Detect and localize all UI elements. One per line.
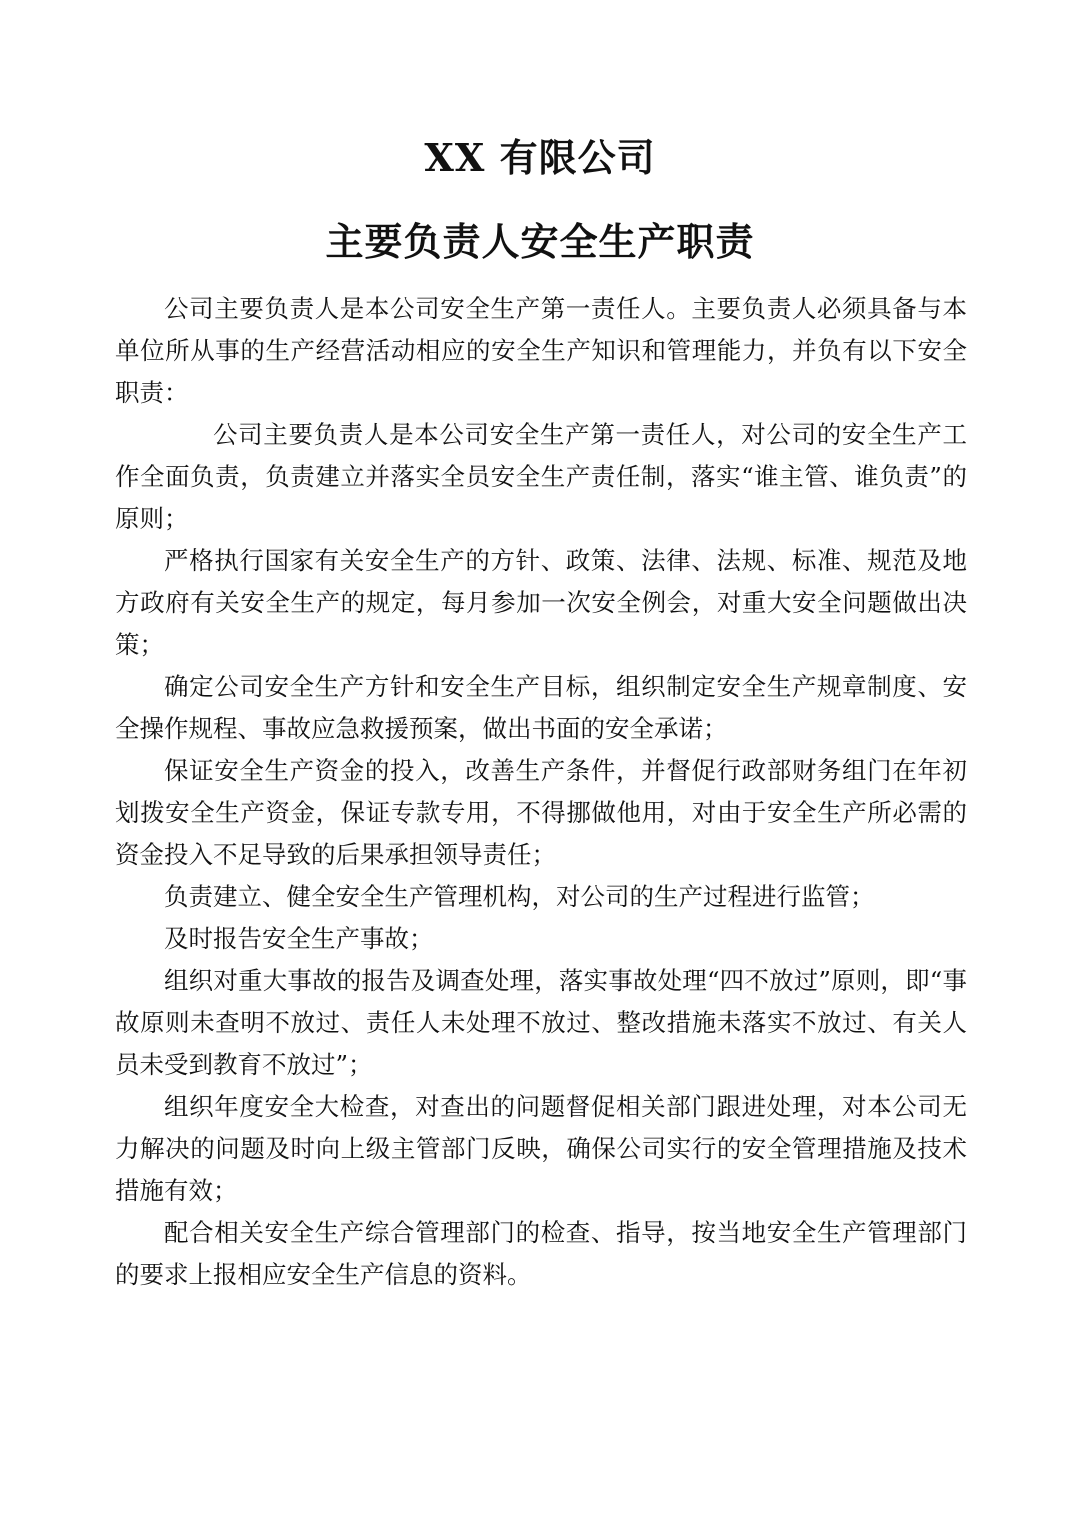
duty-paragraph: 保证安全生产资金的投入，改善生产条件，并督促行政部财务组门在年初划拨安全生产资金，保证专款专用，不得挪做他用，对由于安全生产所必需的资金投入不足导致的后果承担领导责任； <box>115 756 967 869</box>
duty-paragraph: 配合相关安全生产综合管理部门的检查、指导，按当地安全生产管理部门的要求上报相应安全生产信息的资料。 <box>115 1218 967 1289</box>
duty-paragraph: 组织年度安全大检查，对查出的问题督促相关部门跟进处理，对本公司无力解决的问题及时向上级主管部门反映，确保公司实行的安全管理措施及技术措施有效； <box>115 1092 967 1205</box>
intro-paragraph: 公司主要负责人是本公司安全生产第一责任人。主要负责人必须具备与本单位所从事的生产经营活动相应的安全生产知识和管理能力，并负有以下安全职责： <box>115 294 967 407</box>
duty-paragraph: 公司主要负责人是本公司安全生产第一责任人，对公司的安全生产工作全面负责，负责建立并落实全员安全生产责任制，落实“谁主管、谁负责”的原则； <box>115 420 967 533</box>
duty-paragraph: 严格执行国家有关安全生产的方针、政策、法律、法规、标准、规范及地方政府有关安全生产的规定，每月参加一次安全例会，对重大安全问题做出决策； <box>115 546 967 659</box>
company-title: XX 有限公司 <box>424 135 656 180</box>
duty-paragraph: 及时报告安全生产事故； <box>164 924 434 953</box>
document-title: 主要负责人安全生产职责 <box>325 219 755 264</box>
document-body <box>115 288 967 1296</box>
duty-paragraph: 负责建立、健全安全生产管理机构，对公司的生产过程进行监管； <box>164 882 875 911</box>
duty-paragraph: 确定公司安全生产方针和安全生产目标，组织制定安全生产规章制度、安全操作规程、事故应急救援预案，做出书面的安全承诺； <box>115 672 967 743</box>
duty-paragraph: 组织对重大事故的报告及调查处理，落实事故处理“四不放过”原则，即“事故原则未查明不放过、责任人未处理不放过、整改措施未落实不放过、有关人员未受到教育不放过”； <box>115 966 967 1079</box>
